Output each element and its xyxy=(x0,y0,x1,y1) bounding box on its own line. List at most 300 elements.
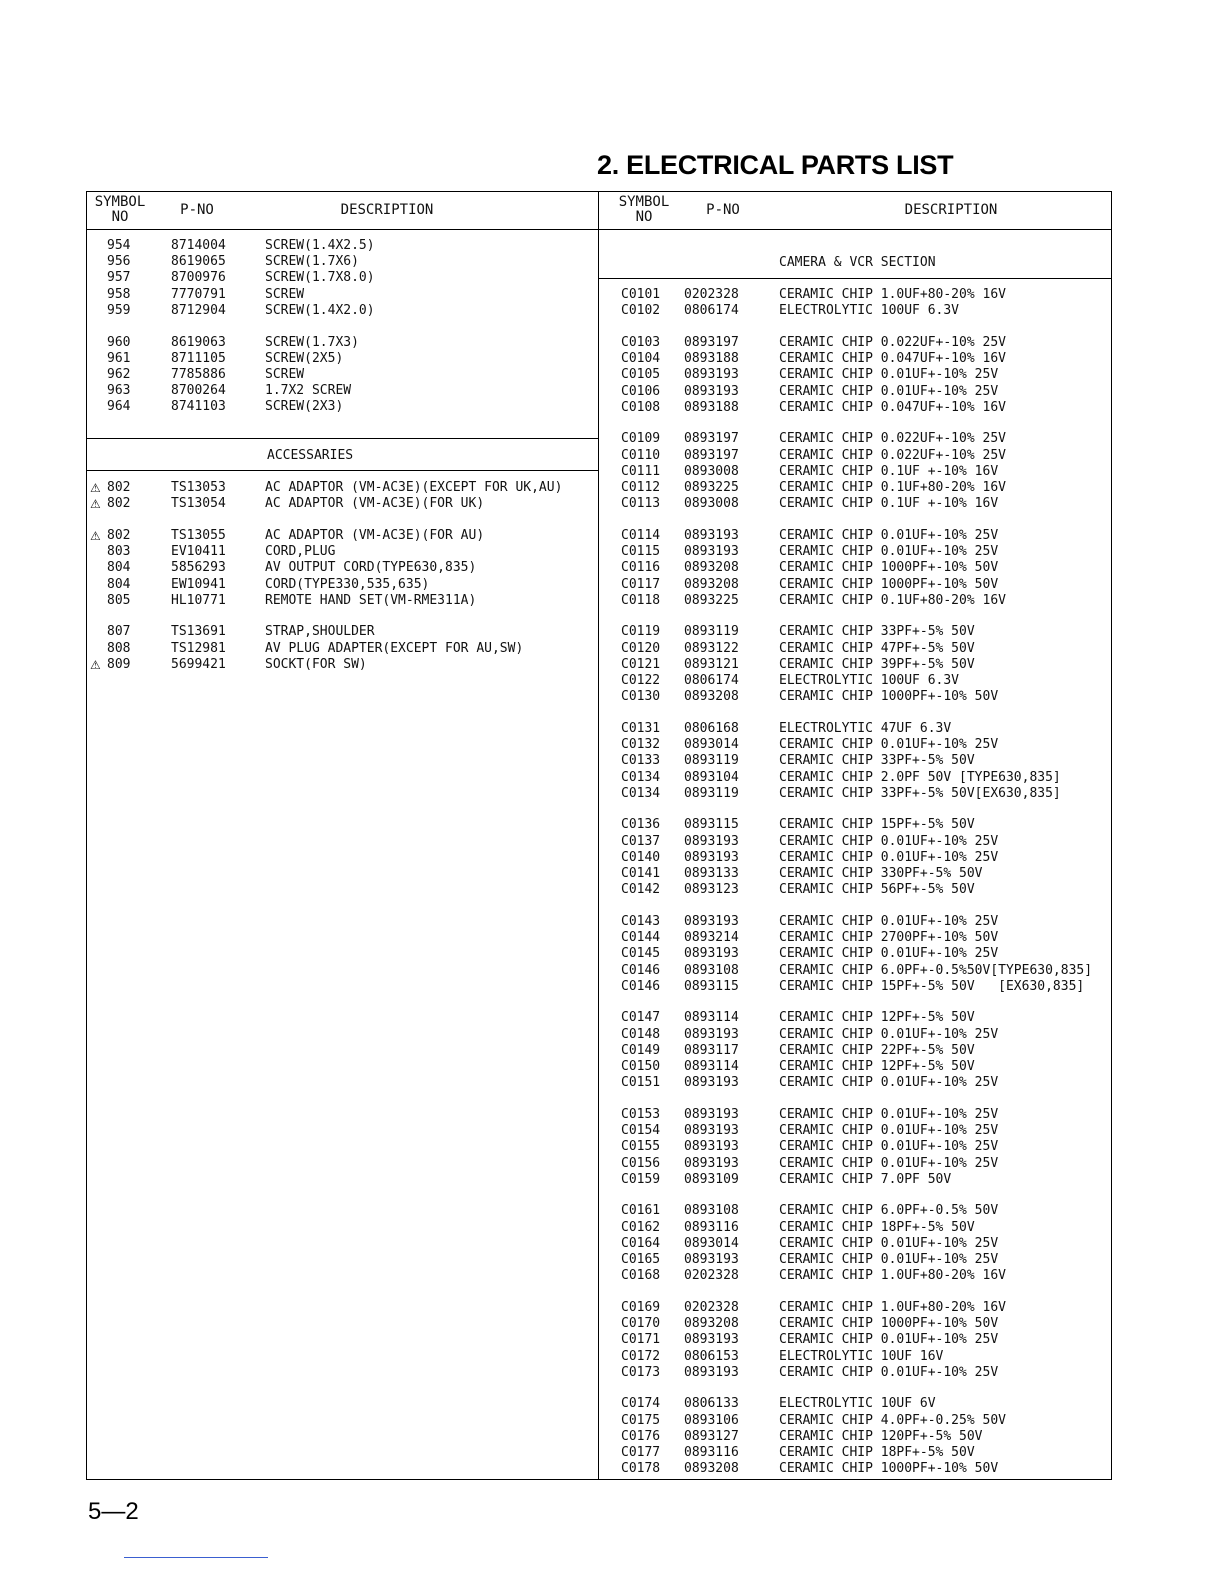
part-row xyxy=(87,1300,1107,1316)
warning-icon: ⚠ xyxy=(90,481,101,495)
part-description: CERAMIC CHIP 0.01UF+-10% 25V xyxy=(779,1075,999,1091)
part-description: CERAMIC CHIP 0.022UF+-10% 25V xyxy=(779,431,1006,447)
part-symbol: C0143 xyxy=(621,913,661,929)
part-description: CERAMIC CHIP 2.0PF 50V [TYPE630,835] xyxy=(779,769,1061,785)
part-description: CERAMIC CHIP 12PF+-5% 50V xyxy=(779,1059,975,1074)
part-row xyxy=(87,1252,1107,1268)
part-number: 0893208 xyxy=(684,1461,739,1477)
part-description: ELECTROLYTIC 100UF 6.3V xyxy=(779,303,960,319)
header-description: DESCRIPTION xyxy=(340,202,434,218)
part-number: 0893119 xyxy=(684,624,739,640)
part-number: EV10411 xyxy=(171,544,226,560)
part-symbol: C0150 xyxy=(621,1059,661,1074)
part-number: 0806174 xyxy=(684,303,739,319)
header-symbol xyxy=(89,195,151,225)
part-number: 0893119 xyxy=(684,753,739,769)
part-symbol: C0145 xyxy=(621,946,661,962)
page-number: 5—2 xyxy=(88,1498,139,1525)
part-row xyxy=(87,367,1107,383)
part-description: CERAMIC CHIP 0.1UF +-10% 16V xyxy=(779,496,999,512)
part-row xyxy=(87,1107,1107,1123)
part-number: 0893188 xyxy=(684,351,739,367)
part-symbol: C0148 xyxy=(621,1026,661,1042)
part-symbol: C0156 xyxy=(621,1155,661,1171)
part-symbol: C0147 xyxy=(621,1010,661,1026)
part-description: AC ADAPTOR (VM-AC3E)(FOR UK) xyxy=(265,496,485,512)
header-symbol-line2: NO xyxy=(111,209,129,225)
part-row xyxy=(87,1396,1107,1412)
part-number: 0893106 xyxy=(684,1412,739,1428)
part-symbol: C0114 xyxy=(621,527,661,543)
part-number: 0893108 xyxy=(684,1203,739,1219)
part-number: 0806174 xyxy=(684,673,739,688)
part-symbol: C0133 xyxy=(621,753,661,769)
part-row xyxy=(87,1332,1107,1348)
part-description: CERAMIC CHIP 0.01UF+-10% 25V xyxy=(779,527,999,543)
part-row xyxy=(87,544,1107,560)
part-description: CERAMIC CHIP 0.047UF+-10% 16V xyxy=(779,399,1006,415)
part-number: 8741103 xyxy=(171,399,226,415)
part-row xyxy=(87,834,1107,850)
part-row xyxy=(87,431,1107,447)
part-symbol: C0117 xyxy=(621,576,661,592)
part-description: CERAMIC CHIP 6.0PF+-0.5%50V[TYPE630,835] xyxy=(779,962,1093,978)
header-symbol-line1: SYMBOL xyxy=(618,194,670,210)
part-row xyxy=(87,1139,1107,1155)
part-number: 0893193 xyxy=(684,1252,739,1267)
part-row xyxy=(87,689,1107,705)
part-number: 0893193 xyxy=(684,1123,739,1139)
part-description: SCREW(1.7X3) xyxy=(265,334,359,350)
part-description: CERAMIC CHIP 1.0UF+80-20% 16V xyxy=(779,287,1006,302)
part-symbol: C0175 xyxy=(621,1412,661,1428)
part-number: 0893114 xyxy=(684,1059,739,1074)
part-description: CERAMIC CHIP 18PF+-5% 50V xyxy=(779,1445,975,1460)
part-description: SCREW xyxy=(265,366,305,382)
part-number: 0893014 xyxy=(684,1235,739,1251)
part-description: CERAMIC CHIP 0.01UF+-10% 25V xyxy=(779,1123,999,1139)
blue-rule xyxy=(124,1557,268,1558)
part-row xyxy=(87,287,1107,303)
part-number: 8619063 xyxy=(171,334,226,350)
part-row xyxy=(87,753,1107,769)
part-symbol: 961 xyxy=(107,350,131,366)
part-row xyxy=(87,979,1107,995)
part-row xyxy=(87,1461,1107,1477)
part-number: 0893197 xyxy=(684,431,739,447)
part-row xyxy=(87,946,1107,962)
part-symbol: 802 xyxy=(107,480,131,495)
part-symbol: C0131 xyxy=(621,720,661,736)
part-number: 5856293 xyxy=(171,560,226,576)
part-description: SCREW(1.4X2.5) xyxy=(265,238,375,253)
part-description: CERAMIC CHIP 33PF+-5% 50V xyxy=(779,753,975,769)
page-title: 2. ELECTRICAL PARTS LIST xyxy=(597,150,954,180)
part-description: AV OUTPUT CORD(TYPE630,835) xyxy=(265,560,477,576)
part-symbol: C0134 xyxy=(621,769,661,785)
part-row xyxy=(87,866,1107,882)
part-row xyxy=(87,384,1107,400)
part-row xyxy=(87,882,1107,898)
part-symbol: C0120 xyxy=(621,640,661,656)
accessaries-title: ACCESSARIES xyxy=(267,448,354,463)
part-description: CERAMIC CHIP 56PF+-5% 50V xyxy=(779,882,975,898)
part-description: CERAMIC CHIP 0.01UF+-10% 25V xyxy=(779,1252,999,1267)
part-description: CERAMIC CHIP 0.01UF+-10% 25V xyxy=(779,913,999,929)
part-symbol: C0162 xyxy=(621,1219,661,1235)
part-number: 0893014 xyxy=(684,737,739,753)
part-symbol: C0169 xyxy=(621,1299,661,1315)
part-row xyxy=(87,1220,1107,1236)
left-header xyxy=(87,192,598,230)
part-number: 0893225 xyxy=(684,480,739,495)
part-row xyxy=(87,1203,1107,1219)
part-description: SCREW(2X3) xyxy=(265,399,344,415)
part-description: CERAMIC CHIP 15PF+-5% 50V xyxy=(779,817,975,833)
part-description: ELECTROLYTIC 47UF 6.3V xyxy=(779,720,952,736)
part-row xyxy=(87,560,1107,576)
part-symbol: C0103 xyxy=(621,334,661,350)
part-number: TS12981 xyxy=(171,640,226,656)
part-symbol: C0154 xyxy=(621,1123,661,1139)
part-row xyxy=(87,850,1107,866)
part-row xyxy=(87,577,1107,593)
part-row xyxy=(87,496,1107,512)
part-description: CERAMIC CHIP 1.0UF+80-20% 16V xyxy=(779,1299,1006,1315)
part-description: CERAMIC CHIP 6.0PF+-0.5% 50V xyxy=(779,1203,999,1219)
part-number: 0893193 xyxy=(684,1139,739,1155)
part-symbol: 807 xyxy=(107,624,131,640)
part-row xyxy=(87,1236,1107,1252)
part-description: CERAMIC CHIP 33PF+-5% 50V xyxy=(779,624,975,640)
right-header xyxy=(599,192,1111,230)
part-symbol: C0144 xyxy=(621,930,661,946)
part-symbol: 809 xyxy=(107,656,131,672)
part-symbol: C0140 xyxy=(621,849,661,865)
part-description: SCREW(1.7X8.0) xyxy=(265,270,375,286)
part-description: CERAMIC CHIP 0.01UF+-10% 25V xyxy=(779,1106,999,1122)
part-row xyxy=(87,1316,1107,1332)
part-description: CERAMIC CHIP 0.1UF +-10% 16V xyxy=(779,463,999,479)
part-description: SCREW(1.4X2.0) xyxy=(265,302,375,318)
part-description: CORD(TYPE330,535,635) xyxy=(265,576,430,592)
part-number: 0893193 xyxy=(684,913,739,929)
part-row xyxy=(87,1027,1107,1043)
part-number: 0893214 xyxy=(684,930,739,946)
part-number: 0806133 xyxy=(684,1396,739,1412)
part-description: CORD,PLUG xyxy=(265,544,336,560)
part-number: 0893208 xyxy=(684,560,739,576)
part-symbol: C0173 xyxy=(621,1364,661,1380)
part-number: 0893193 xyxy=(684,383,739,399)
part-number: 0893193 xyxy=(684,1364,739,1380)
part-symbol: C0149 xyxy=(621,1042,661,1058)
part-row xyxy=(87,1059,1107,1075)
part-number: 0806168 xyxy=(684,720,739,736)
part-description: AC ADAPTOR (VM-AC3E)(EXCEPT FOR UK,AU) xyxy=(265,480,563,495)
part-number: TS13054 xyxy=(171,496,226,512)
part-description: REMOTE HAND SET(VM-RME311A) xyxy=(265,592,477,608)
part-symbol: 802 xyxy=(107,527,131,543)
part-number: 0202328 xyxy=(684,1268,739,1284)
part-row xyxy=(87,351,1107,367)
part-row xyxy=(87,1075,1107,1091)
part-description: CERAMIC CHIP 33PF+-5% 50V[EX630,835] xyxy=(779,785,1061,801)
part-symbol: C0109 xyxy=(621,431,661,447)
part-symbol: 963 xyxy=(107,383,131,399)
part-number: 0893008 xyxy=(684,463,739,479)
part-number: 0893108 xyxy=(684,962,739,978)
part-symbol: 954 xyxy=(107,238,131,253)
part-number: 0893208 xyxy=(684,1316,739,1332)
part-description: CERAMIC CHIP 47PF+-5% 50V xyxy=(779,640,975,656)
part-description: SCREW(1.7X6) xyxy=(265,254,359,270)
part-symbol: C0168 xyxy=(621,1268,661,1284)
part-row xyxy=(87,624,1107,640)
part-symbol: 959 xyxy=(107,302,131,318)
part-number: 0893188 xyxy=(684,399,739,415)
part-symbol: C0137 xyxy=(621,833,661,849)
part-symbol: 804 xyxy=(107,560,131,576)
part-row xyxy=(87,963,1107,979)
part-description: CERAMIC CHIP 0.01UF+-10% 25V xyxy=(779,1235,999,1251)
part-symbol: 960 xyxy=(107,334,131,350)
part-symbol: 962 xyxy=(107,366,131,382)
part-symbol: 803 xyxy=(107,544,131,560)
part-number: 0893109 xyxy=(684,1171,739,1187)
part-symbol: C0115 xyxy=(621,544,661,560)
part-symbol: C0111 xyxy=(621,463,661,479)
part-description: SCREW xyxy=(265,286,305,302)
part-number: 0893114 xyxy=(684,1010,739,1026)
part-symbol: C0151 xyxy=(621,1075,661,1091)
part-description: 1.7X2 SCREW xyxy=(265,383,352,399)
part-symbol: C0172 xyxy=(621,1348,661,1364)
part-row xyxy=(87,1268,1107,1284)
part-symbol: C0106 xyxy=(621,383,661,399)
part-number: 0893197 xyxy=(684,334,739,350)
part-symbol: C0164 xyxy=(621,1235,661,1251)
part-description: CERAMIC CHIP 7.0PF 50V xyxy=(779,1171,952,1187)
part-number: 0893208 xyxy=(684,689,739,705)
part-description: CERAMIC CHIP 0.01UF+-10% 25V xyxy=(779,1139,999,1155)
part-number: 8700976 xyxy=(171,270,226,286)
header-pno: P-NO xyxy=(706,202,740,218)
part-description: CERAMIC CHIP 120PF+-5% 50V xyxy=(779,1428,983,1444)
part-symbol: C0134 xyxy=(621,785,661,801)
part-description: SOCKT(FOR SW) xyxy=(265,656,367,672)
part-description: CERAMIC CHIP 1000PF+-10% 50V xyxy=(779,576,999,592)
part-number: 0893116 xyxy=(684,1219,739,1235)
part-symbol: 802 xyxy=(107,496,131,512)
part-row xyxy=(87,270,1107,286)
part-symbol: C0110 xyxy=(621,447,661,463)
part-number: 0893115 xyxy=(684,978,739,994)
header-symbol xyxy=(613,195,675,225)
part-symbol: C0155 xyxy=(621,1139,661,1155)
part-description: AC ADAPTOR (VM-AC3E)(FOR AU) xyxy=(265,527,485,543)
part-row xyxy=(87,1445,1107,1461)
part-row xyxy=(87,335,1107,351)
part-row xyxy=(87,1010,1107,1026)
header-symbol-line2: NO xyxy=(635,209,653,225)
part-row xyxy=(87,1172,1107,1188)
part-number: 7770791 xyxy=(171,286,226,302)
part-number: 0893123 xyxy=(684,882,739,898)
part-description: CERAMIC CHIP 0.1UF+80-20% 16V xyxy=(779,480,1006,495)
part-symbol: C0118 xyxy=(621,592,661,608)
part-description: AV PLUG ADAPTER(EXCEPT FOR AU,SW) xyxy=(265,640,524,656)
part-number: 0893119 xyxy=(684,785,739,801)
part-number: 8714004 xyxy=(171,238,226,253)
part-number: 0893193 xyxy=(684,527,739,543)
part-row xyxy=(87,1365,1107,1381)
part-symbol: 956 xyxy=(107,254,131,270)
part-symbol: C0130 xyxy=(621,689,661,705)
part-description: CERAMIC CHIP 0.01UF+-10% 25V xyxy=(779,833,999,849)
part-symbol: C0142 xyxy=(621,882,661,898)
part-number: 0893121 xyxy=(684,656,739,672)
part-symbol: 804 xyxy=(107,576,131,592)
part-symbol: C0102 xyxy=(621,303,661,319)
part-symbol: C0161 xyxy=(621,1203,661,1219)
parts-table xyxy=(86,191,1112,1480)
part-description: CERAMIC CHIP 22PF+-5% 50V xyxy=(779,1042,975,1058)
part-description: CERAMIC CHIP 0.047UF+-10% 16V xyxy=(779,351,1006,367)
part-row xyxy=(87,641,1107,657)
part-description: CERAMIC CHIP 1000PF+-10% 50V xyxy=(779,1316,999,1332)
part-row xyxy=(87,786,1107,802)
part-description: CERAMIC CHIP 0.01UF+-10% 25V xyxy=(779,383,999,399)
part-description: CERAMIC CHIP 0.022UF+-10% 25V xyxy=(779,334,1006,350)
part-number: 0893104 xyxy=(684,769,739,785)
part-number: 0893133 xyxy=(684,866,739,881)
part-number: TS13691 xyxy=(171,624,226,640)
part-symbol: C0116 xyxy=(621,560,661,576)
part-description: CERAMIC CHIP 18PF+-5% 50V xyxy=(779,1219,975,1235)
part-row xyxy=(87,303,1107,319)
part-number: 0806153 xyxy=(684,1348,739,1364)
part-symbol: C0132 xyxy=(621,737,661,753)
part-symbol: C0159 xyxy=(621,1171,661,1187)
header-pno: P-NO xyxy=(180,202,214,218)
part-description: CERAMIC CHIP 0.01UF+-10% 25V xyxy=(779,946,999,962)
part-description: CERAMIC CHIP 39PF+-5% 50V xyxy=(779,656,975,672)
part-description: CERAMIC CHIP 15PF+-5% 50V [EX630,835] xyxy=(779,978,1085,994)
part-row xyxy=(87,930,1107,946)
part-number: 0893193 xyxy=(684,849,739,865)
part-description: CERAMIC CHIP 0.01UF+-10% 25V xyxy=(779,849,999,865)
part-description: ELECTROLYTIC 10UF 6V xyxy=(779,1396,936,1412)
part-number: 8712904 xyxy=(171,302,226,318)
part-description: SCREW(2X5) xyxy=(265,350,344,366)
part-symbol: C0104 xyxy=(621,351,661,367)
warning-icon: ⚠ xyxy=(90,528,101,543)
part-description: STRAP,SHOULDER xyxy=(265,624,375,640)
part-number: 7785886 xyxy=(171,366,226,382)
part-symbol: C0165 xyxy=(621,1252,661,1267)
part-symbol: C0105 xyxy=(621,367,661,383)
part-symbol: C0122 xyxy=(621,673,661,688)
part-number: HL10771 xyxy=(171,592,226,608)
part-number: 0202328 xyxy=(684,1299,739,1315)
part-description: CERAMIC CHIP 0.01UF+-10% 25V xyxy=(779,544,999,560)
part-number: 0893193 xyxy=(684,833,739,849)
part-number: 0893193 xyxy=(684,1026,739,1042)
part-row xyxy=(87,657,1107,673)
part-number: 8700264 xyxy=(171,383,226,399)
part-description: CERAMIC CHIP 1000PF+-10% 50V xyxy=(779,689,999,705)
part-number: 0893193 xyxy=(684,544,739,560)
part-symbol: C0146 xyxy=(621,962,661,978)
part-description: CERAMIC CHIP 4.0PF+-0.25% 50V xyxy=(779,1412,1006,1428)
part-number: 0893208 xyxy=(684,576,739,592)
part-description: CERAMIC CHIP 0.01UF+-10% 25V xyxy=(779,1026,999,1042)
part-row xyxy=(87,448,1107,464)
part-symbol: 964 xyxy=(107,399,131,415)
part-symbol: C0177 xyxy=(621,1445,661,1460)
part-symbol: 957 xyxy=(107,270,131,286)
part-symbol: C0101 xyxy=(621,287,661,302)
part-number: EW10941 xyxy=(171,576,226,592)
part-description: CERAMIC CHIP 0.01UF+-10% 25V xyxy=(779,1364,999,1380)
part-description: CERAMIC CHIP 330PF+-5% 50V xyxy=(779,866,983,881)
part-number: 0893193 xyxy=(684,1332,739,1348)
part-number: 0893193 xyxy=(684,1155,739,1171)
part-description: ELECTROLYTIC 100UF 6.3V xyxy=(779,673,960,688)
part-row xyxy=(87,1043,1107,1059)
part-symbol: C0178 xyxy=(621,1461,661,1477)
part-description: CERAMIC CHIP 1000PF+-10% 50V xyxy=(779,560,999,576)
part-number: 0893193 xyxy=(684,1106,739,1122)
part-number: 0893116 xyxy=(684,1445,739,1460)
part-number: 0893115 xyxy=(684,817,739,833)
part-number: 0893122 xyxy=(684,640,739,656)
part-row xyxy=(87,593,1107,609)
part-number: TS13053 xyxy=(171,480,226,495)
part-symbol: C0121 xyxy=(621,656,661,672)
part-row xyxy=(87,914,1107,930)
warning-icon: ⚠ xyxy=(90,657,101,672)
part-description: CERAMIC CHIP 0.1UF+80-20% 16V xyxy=(779,592,1006,608)
part-number: 0202328 xyxy=(684,287,739,302)
part-row xyxy=(87,464,1107,480)
part-symbol: 808 xyxy=(107,640,131,656)
part-row xyxy=(87,737,1107,753)
part-row xyxy=(87,254,1107,270)
part-row xyxy=(87,1349,1107,1365)
part-description: CERAMIC CHIP 12PF+-5% 50V xyxy=(779,1010,975,1026)
part-number: 8711105 xyxy=(171,350,226,366)
part-row xyxy=(87,1123,1107,1139)
part-row xyxy=(87,238,1107,254)
part-row xyxy=(87,1413,1107,1429)
part-number: 0893193 xyxy=(684,367,739,383)
part-description: CERAMIC CHIP 2700PF+-10% 50V xyxy=(779,930,999,946)
part-symbol: C0112 xyxy=(621,480,661,495)
part-symbol: C0170 xyxy=(621,1316,661,1332)
part-description: CERAMIC CHIP 0.01UF+-10% 25V xyxy=(779,1332,999,1348)
part-row xyxy=(87,1156,1107,1172)
part-symbol: 805 xyxy=(107,592,131,608)
part-row xyxy=(87,817,1107,833)
part-symbol: C0119 xyxy=(621,624,661,640)
part-symbol: C0171 xyxy=(621,1332,661,1348)
part-number: 0893117 xyxy=(684,1042,739,1058)
part-symbol: C0176 xyxy=(621,1428,661,1444)
part-symbol: C0153 xyxy=(621,1106,661,1122)
part-number: 0893008 xyxy=(684,496,739,512)
